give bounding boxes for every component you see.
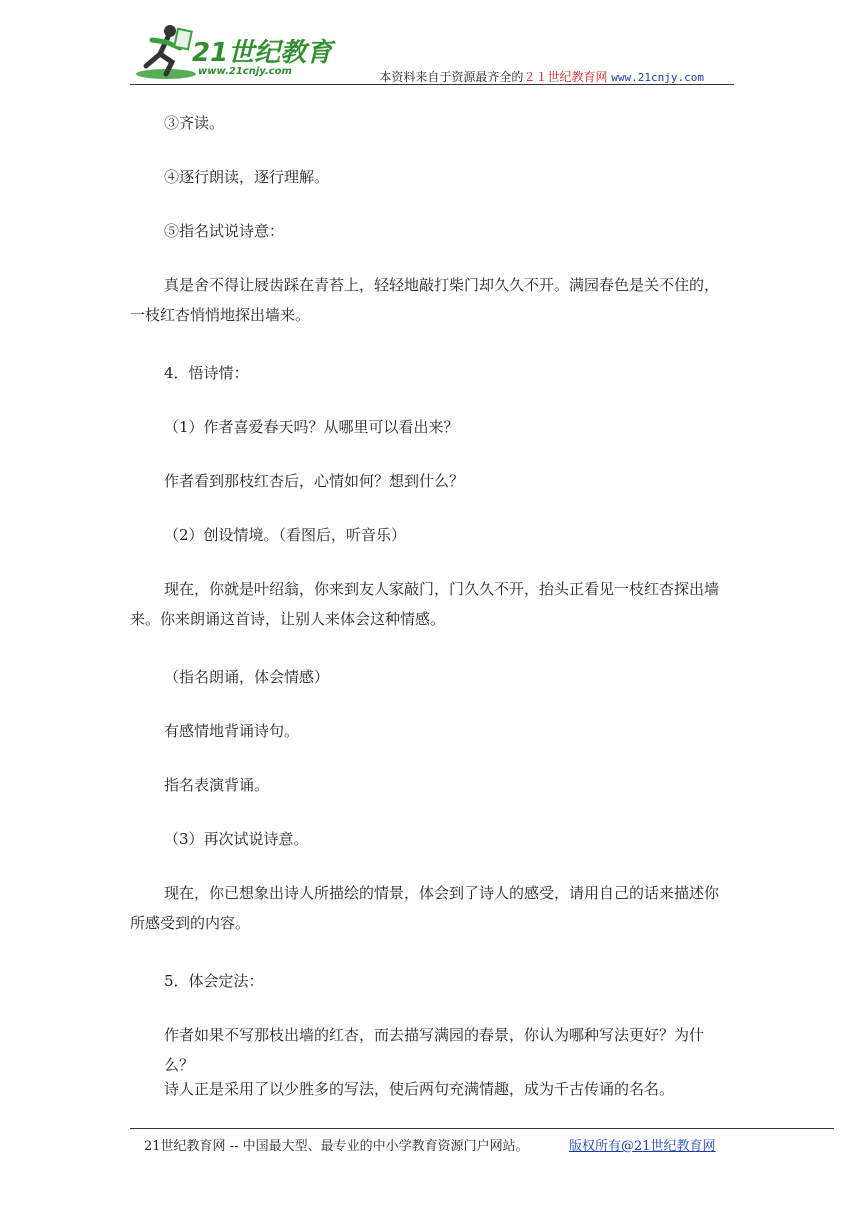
running-figure-logo-icon (132, 22, 196, 82)
header-divider (130, 84, 734, 85)
header-note-site[interactable]: ２１世纪教育网 (523, 70, 608, 84)
paragraph: 作者看到那枝红杏后，心情如何？想到什么？ (164, 472, 465, 490)
logo-url: www.21cnjy.com (198, 66, 292, 77)
paragraph: ④逐行朗读，逐行理解。 (164, 168, 330, 186)
header-source-note (379, 68, 704, 85)
header-note-url[interactable]: www.21cnjy.com (611, 71, 704, 84)
paragraph: 有感情地背诵诗句。 (164, 722, 300, 740)
page-header (130, 18, 734, 86)
logo-text: 21世纪教育 (192, 38, 333, 68)
footer-text: 21世纪教育网 -- 中国最大型、最专业的中小学教育资源门户网站。 (144, 1139, 529, 1154)
section-heading: 5．体会定法： (164, 972, 264, 990)
paragraph: ⑤指名试说诗意： (164, 222, 285, 240)
copyright-link[interactable]: 版权所有@21世纪教育网 (569, 1139, 716, 1154)
paragraph: 现在，你已想象出诗人所描绘的情景，体会到了诗人的感受，请用自己的话来描述你所感受到的内容。 (130, 884, 720, 932)
paragraph: （3）再次试说诗意。 (164, 830, 309, 848)
paragraph: 指名表演背诵。 (164, 776, 270, 794)
section-heading: 4．悟诗情： (164, 364, 249, 382)
footer-divider (130, 1128, 834, 1129)
paragraph: （2）创设情境。（看图后，听音乐） (164, 526, 407, 544)
paragraph: ③齐读。 (164, 114, 225, 132)
paragraph: （指名朗诵，体会情感） (164, 668, 330, 686)
paragraph: 现在，你就是叶绍翁，你来到友人家敲门，门久久不开，抬头正看见一枝红杏探出墙来。你来朗诵这首诗，让别人来体会这种情感。 (130, 580, 720, 628)
paragraph: 诗人正是采用了以少胜多的写法，使后两句充满情趣，成为千古传诵的名名。 (164, 1080, 675, 1098)
header-note-prefix: 本资料来自于资源最齐全的 (379, 70, 524, 84)
site-logo[interactable] (132, 22, 342, 84)
paragraph: 真是舍不得让屐齿踩在青苔上，轻轻地敲打柴门却久久不开。满园春色是关不住的，一枝红杏悄悄地探出墙来。 (130, 276, 720, 324)
paragraph: 作者如果不写那枝出墙的红杏，而去描写满园的春景，你认为哪种写法更好？为什么？ (164, 1026, 705, 1074)
paragraph: （1）作者喜爱春天吗？从哪里可以看出来？ (164, 418, 459, 436)
